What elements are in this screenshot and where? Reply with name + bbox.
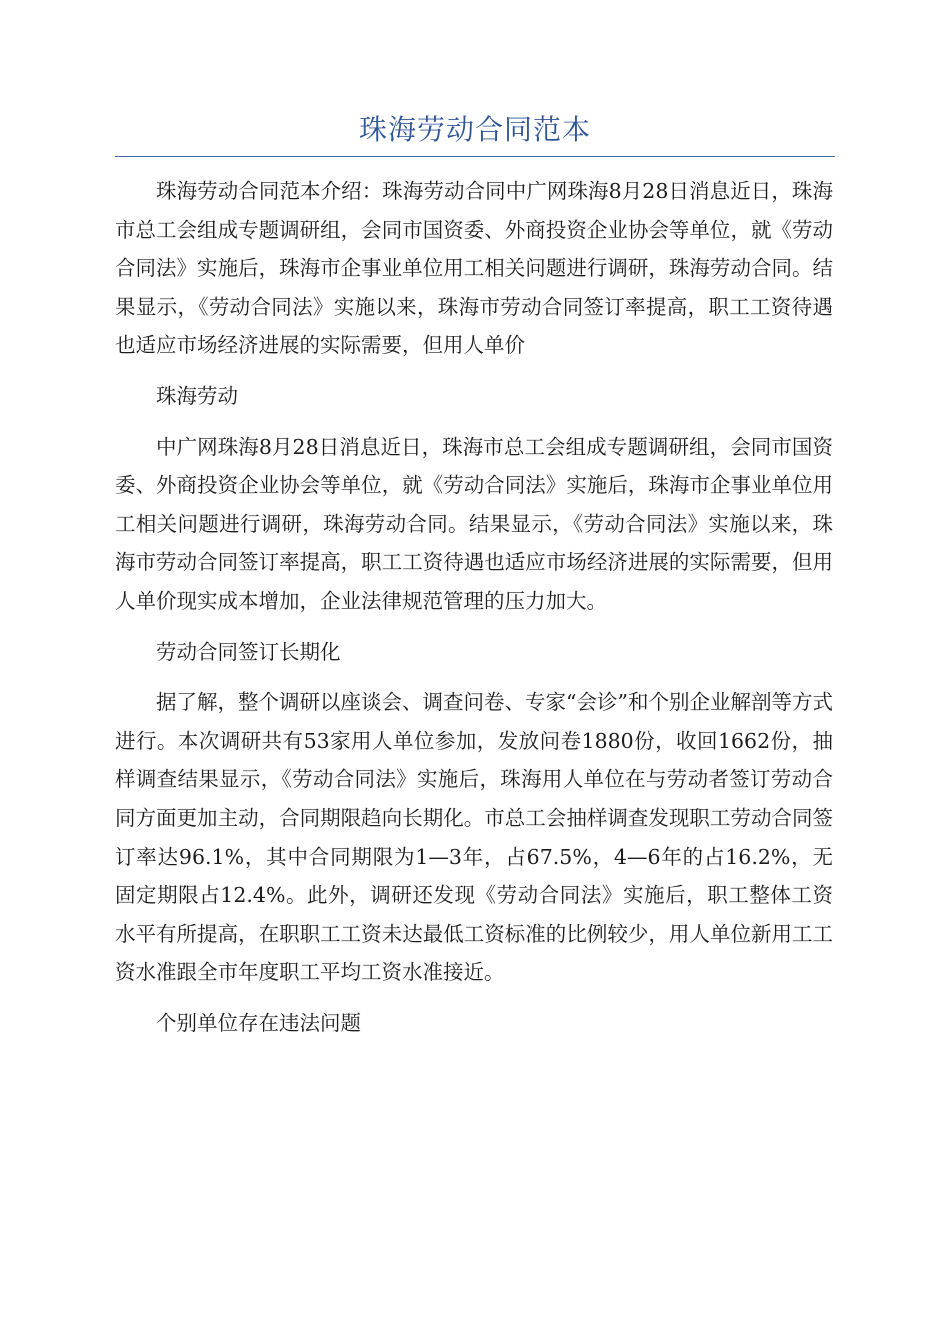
title-underline [115,108,835,157]
paragraph-survey: 据了解，整个调研以座谈会、调查问卷、专家“会诊”和个别企业解剖等方式进行。本次调研共有53家用人单位参加，发放问卷1880份，收回1662份，抽样调查结果显示，《劳动合同法》实施后，珠海用人单位在与劳动者签订劳动合同方面更加主动，合同期限趋向长期化。市总工会抽样调查发现职工劳动合同签订率达96.1%，其中合同期限为1—3年，占67.5%，4—6年的占16.2%，无固定期限占12.4%。此外，调研还发现《劳动合同法》实施后，职工整体工资水平有所提高，在职职工工资未达最低工资标准的比例较少，用人单位新用工工资水准跟全市年度职工平均工资水准接近。 [115,690,833,985]
section-heading-violations: 个别单位存在违法问题 [156,1010,361,1035]
section-heading-long-term: 劳动合同签订长期化 [156,639,341,664]
document-body [115,172,833,1042]
section-heading-zhuhai-labor: 珠海劳动 [156,383,238,408]
paragraph-intro: 珠海劳动合同范本介绍：珠海劳动合同中广网珠海8月28日消息近日，珠海市总工会组成专题调研组，会同市国资委、外商投资企业协会等单位，就《劳动合同法》实施后，珠海市企事业单位用工相关问题进行调研，珠海劳动合同。结果显示，《劳动合同法》实施以来，珠海市劳动合同签订率提高，职工工资待遇也适应市场经济进展的实际需要，但用人单价 [115,179,833,358]
document-title: 珠海劳动合同范本 [358,113,591,146]
paragraph-news: 中广网珠海8月28日消息近日，珠海市总工会组成专题调研组，会同市国资委、外商投资企业协会等单位，就《劳动合同法》实施后，珠海市企事业单位用工相关问题进行调研，珠海劳动合同。结果显示，《劳动合同法》实施以来，珠海市劳动合同签订率提高，职工工资待遇也适应市场经济进展的实际需要，但用人单价现实成本增加，企业法律规范管理的压力加大。 [115,434,833,613]
